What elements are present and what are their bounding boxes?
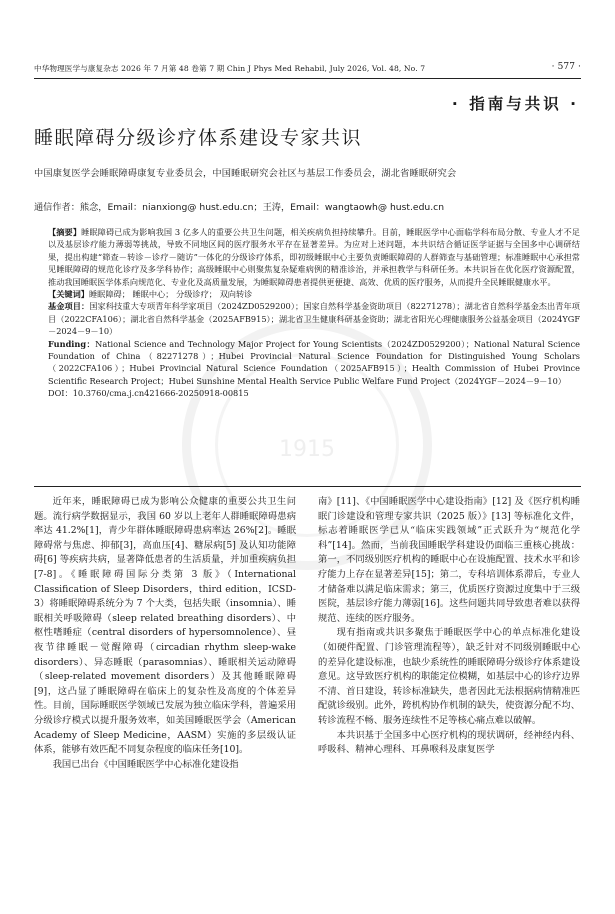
fund-cn-text: 国家科技重大专项青年科学家项目（2024ZD0529200）；国家自然科学基金资助项目（82271278）；湖北省自然科学基金杰出青年项目（2022CFA106）；湖北省自然科学基金（2025AFB915）；湖北省卫生健康科研基金资助；湖北省阳光心理健康服务公益基金项目（2024YGF－2024－9－10） [48,301,580,337]
keywords-text: 睡眠障碍； 睡眠中心； 分级诊疗； 双向转诊 [88,289,253,300]
abstract-text: 睡眠障碍已成为影响我国 3 亿多人的重要公共卫生问题，相关疾病负担持续攀升。目前，睡眠医学中心面临学科布局分散、专业人才不足以及基层诊疗能力薄弱等挑战，导致不同地区间的医疗服务水平存在显著差异。为应对上述问题，本共识结合循证医学证据与全国多中心调研结果，提出构建“筛查－转诊－诊疗－随访”一体化的分级诊疗体系，即初级睡眠中心主要负责睡眠障碍的人群筛查与基础管理；标准睡眠中心承担常见睡眠障碍的规范化诊疗及多学科协作；高级睡眠中心则聚焦复杂疑难病例的精准诊治，并承担教学与科研任务。本共识旨在优化医疗资源配置，推动我国睡眠医学体系向规范化、专业化及高质量发展，为睡眠障碍患者提供更便捷、高效、优质的医疗服务，从而提升全民睡眠健康水平。 [48,227,580,287]
body-column-left [34,495,296,772]
corresponding-authors: 通信作者：熊念，Email：nianxiong@ hust.edu.cn；王涛，Email：wangtaowh@ hust.edu.cn [34,202,445,213]
section-label: · 指南与共识 · [451,95,579,113]
fund-cn [34,300,580,337]
fund-en-tag: Funding： [48,338,96,349]
abstract-block [34,226,580,400]
doi: DOI：10.3760/cma.j.cn421666-20250918-00815 [48,388,249,399]
fund-en [34,338,580,388]
body-paragraph: 近年来，睡眠障碍已成为影响公众健康的重要公共卫生问题。流行病学数据显示，我国 60 岁以上老年人群睡眠障碍患病率达 41.2%[1]，青少年群体睡眠障碍患病率达 26%[2]。睡眠障碍常与焦虑、抑郁[3]，高血压[4]、糖尿病[5] 及认知功能障碍[6] 等疾病共病，显著降低患者的生活质量，并加重疾病负担[7-8]。《睡眠障碍国际分类第 3 版》（International Classification of Sleep Disorders，third edition，ICSD-3）将睡眠障碍系统分为 7 个大类，包括失眠（insomnia）、睡眠相关呼吸障碍（sleep related breathing disorders）、中枢性嗜睡症（central disorders of hypersomnolence）、昼夜节律睡眠－觉醒障碍（circadian rhythm sleep-wake disorders）、异态睡眠（parasomnias）、睡眠相关运动障碍（sleep-related movement disorders）及其他睡眠障碍[9]，这凸显了睡眠障碍在临床上的复杂性及高度的个体差异性。目前，国际睡眠医学领域已发展为独立临床学科，普遍采用分级诊疗模式以提升服务效率，如美国睡眠医学会（American Academy of Sleep Medicine，AASM）实施的多层级认证体系，能够有效匹配不同复杂程度的临床任务[10]。 [34,496,296,756]
journal-citation: 中华物理医学与康复杂志 2026 年 7 月第 48 卷第 7 期 Chin J Phys Med Rehabil, July 2026, Vol. 48, No. 7 [34,64,426,73]
section-divider [34,486,581,487]
abstract-tag: 【摘要】 [48,227,82,237]
fund-tag: 基金项目： [48,301,90,312]
article-title: 睡眠障碍分级诊疗体系建设专家共识 [34,127,363,149]
keywords-tag: 【关键词】 [48,289,89,300]
fund-en-text: National Science and Technology Major Project for Young Scientists（2024ZD0529200）；National Natural Science Foundation of China（82271278）；Hubei Provincial Natural Science Foundation for Distinguished Young Scholars（2022CFA106）；Hubei Provincial Natural Science Foundation（2025AFB915）；Health Commission of Hubei Province Scientific Research Project；Hubei Sunshine Mental Health Service Public Welfare Fund Project（2024YGF－2024－9－10） [48,338,580,386]
running-header [34,60,581,79]
keywords-line [34,288,580,300]
body-paragraph: 现有指南或共识多聚焦于睡眠医学中心的单点标准化建设（如硬件配置、门诊管理流程等），缺乏针对不同级别睡眠中心的差异化建设标准，也缺少系统性的睡眠障碍分级诊疗体系建设意见。这导致医疗机构的职能定位模糊，如基层中心的诊疗边界不清、首日建设，转诊标准缺失，患者因此无法根据病情精准匹配就诊级别。此外，跨机构协作机制的缺失，使资源分配不均、转诊流程不畅、服务连续性不足等核心痛点难以破解。 [318,627,580,726]
body-paragraph: 本共识基于全国多中心医疗机构的现状调研，经神经内科、呼吸科、精神心理科、耳鼻喉科及康复医学 [318,729,580,756]
page-number: · 577 · [551,62,581,72]
body-column-right [318,495,580,758]
body-paragraph: 南》[11]、《中国睡眠医学中心建设指南》[12] 及《医疗机构睡眠门诊建设和管理专家共识（2025 版）》[13] 等标准化文件，标志着睡眠医学已从“临床实践领域”正式跃升为“规范化学科”[14]。然而，当前我国睡眠学科建设仍面临三重核心挑战：第一，不同级别医疗机构的睡眠中心在设施配置、技术水平和诊疗能力上存在显著差异[15]；第二，专科培训体系滞后，专业人才储备难以满足临床需求；第三，优质医疗资源过度集中于三级医院，基层诊疗能力薄弱[16]。这些问题共同导致患者难以获得规范、连续的医疗服务。 [318,496,580,624]
author-organizations: 中国康复医学会睡眠障碍康复专业委员会，中国睡眠研究会社区与基层工作委员会，湖北省睡眠研究会 [34,168,457,179]
body-paragraph: 我国已出台《中国睡眠医学中心标准化建设指 [52,758,239,770]
watermark-year: 1915 [279,437,335,462]
abstract-paragraph [34,226,580,288]
